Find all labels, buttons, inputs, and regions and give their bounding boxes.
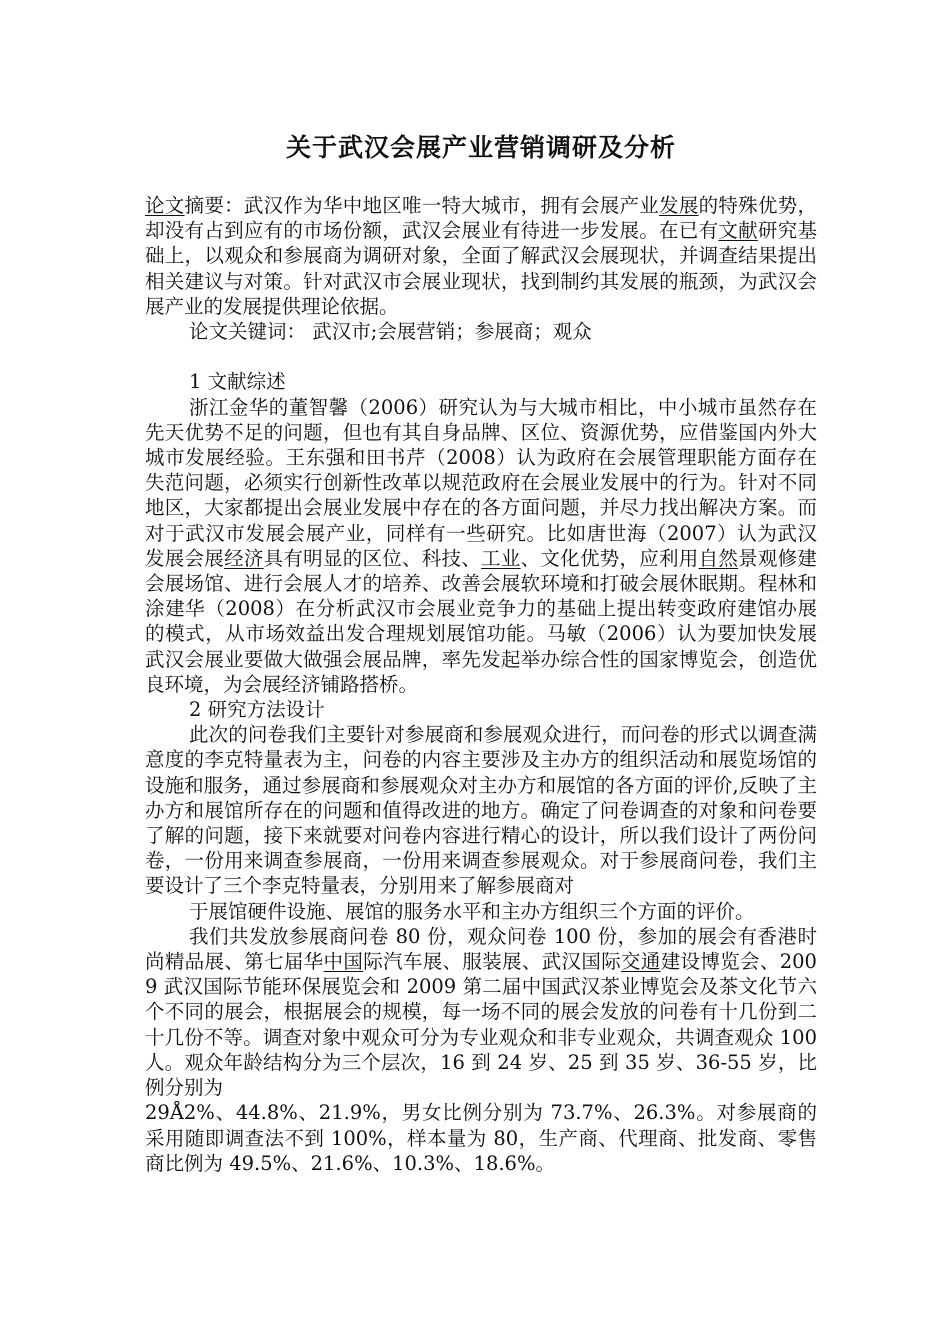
section-2-p3-text-2: 际汽车展、服装展、武汉国际 [363, 950, 622, 974]
link-zhongguo[interactable]: 中国 [323, 950, 364, 974]
section-1-text-4: 景观修建会展场馆、进行会展人才的培养、改善会展软环境和打破会展休眠期。程林和涂建华（2008）在分析武汉市会展业竞争力的基础上提出转变政府建馆办展的模式，从市场效益出发合理规划展馆功能。马敏（2006）认为要加快发展武汉会展业要做大做强会展品牌，率先发起举办综合性的国家博览会，创造优良环境，为会展经济铺路搭桥。 [145, 546, 817, 696]
abstract-text-1: 摘要：武汉作为华中地区唯一特大城市，拥有会展产业 [184, 194, 660, 217]
section-1-text-3: 、文化优势，应利用 [520, 546, 699, 570]
section-2-p3-text-3: 建设博览会、2009 武汉国际节能环保展览会和 2009 第二届中国武汉茶业博览会及茶文化节六个不同的展会，根据展会的规模，每一场不同的展会发放的问卷有十几份到二十几份不等。调查对象中观众可分为专业观众和非专业观众，共调查观众 100 人。观众年龄结构分为三个层次，16 到 24 岁、25 到 35 岁、36-55 岁，比例分别为 [145, 950, 817, 1100]
section-2-paragraph-3 [145, 924, 817, 1100]
link-jingji[interactable]: 经济 [224, 546, 264, 570]
document-page [145, 128, 817, 1176]
link-gongye[interactable]: 工业 [481, 546, 521, 570]
link-jiaotong[interactable]: 交通 [621, 950, 661, 974]
abstract-paragraph [145, 193, 817, 319]
section-2-heading: 2 研究方法设计 [189, 698, 325, 722]
section-1-paragraph [145, 395, 817, 697]
section-2-p3-text-1: 我们共发放参展商问卷 80 份，观众问卷 100 份，参加的展会有香港时尚精品展、第七届华 [145, 924, 817, 974]
section-2-paragraph-2: 于展馆硬件设施、展馆的服务水平和主办方组织三个方面的评价。 [189, 899, 755, 923]
abstract-text-2: 的特殊优势，却没有占到应有的市场份额，武汉会展业有待进一步发展。在已有 [145, 194, 817, 243]
section-2-paragraph-4: 29Å2%、44.8%、21.9%，男女比例分别为 73.7%、26.3%。对参展商的采用随即调查法不到 100%，样本量为 80，生产商、代理商、批发商、零售商比例为 49.5%、21.6%、10.3%、18.6%。 [145, 1101, 817, 1175]
section-2-paragraph-1: 此次的问卷我们主要针对参展商和参展观众进行，而问卷的形式以调查满意度的李克特量表为主，问卷的内容主要涉及主办方的组织活动和展览场馆的设施和服务，通过参展商和参展观众对主办方和展馆的各方面的评价,反映了主办方和展馆所存在的问题和值得改进的地方。确定了问卷调查的对象和问卷要了解的问题，接下来就要对问卷内容进行精心的设计，所以我们设计了两份问卷，一份用来调查参展商，一份用来调查参展观众。对于参展商问卷，我们主要设计了三个李克特量表，分别用来了解参展商对 [145, 723, 817, 898]
link-fazhan[interactable]: 发展 [659, 194, 699, 217]
section-1-text-2: 具有明显的区位、科技、 [263, 546, 482, 570]
keywords-line: 论文关键词： 武汉市;会展营销；参展商；观众 [189, 320, 592, 344]
link-lunwen[interactable]: 论文 [145, 194, 185, 217]
section-1-heading: 1 文献综述 [189, 370, 286, 394]
blank-line [145, 344, 817, 369]
abstract-text-3: 研究基础上，以观众和参展商为调研对象，全面了解武汉会展现状，并调查结果提出相关建议与对策。针对武汉市会展业现状，找到制约其发展的瓶颈，为武汉会展产业的发展提供理论依据。 [145, 219, 817, 318]
section-1-text-1: 浙江金华的董智馨（2006）研究认为与大城市相比，中小城市虽然存在先天优势不足的问题，但也有其自身品牌、区位、资源优势，应借鉴国内外大城市发展经验。王东强和田书芹（2008）认为政府在会展管理职能方面存在失范问题，必须实行创新性改革以规范政府在会展业发展中的行为。针对不同地区，大家都提出会展业发展中存在的各方面问题，并尽力找出解决方案。而对于武汉市发展会展产业，同样有一些研究。比如唐世海（2007）认为武汉发展会展 [145, 395, 817, 570]
link-wenxian[interactable]: 文献 [718, 219, 758, 243]
link-ziran[interactable]: 自然 [698, 546, 739, 570]
document-title: 关于武汉会展产业营销调研及分析 [285, 133, 676, 162]
